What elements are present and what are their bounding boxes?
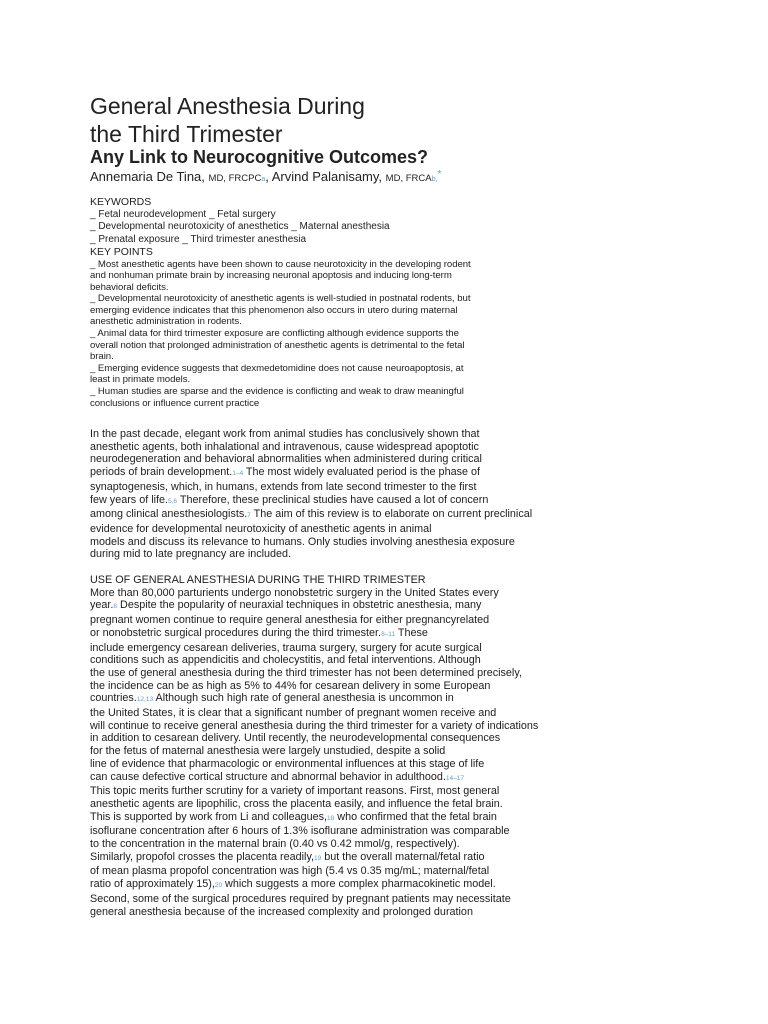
author-1-affiliation: a — [261, 176, 266, 183]
citation-link[interactable]: 7 — [247, 512, 251, 520]
line-text: The aim of this review is to elaborate on current preclinical — [250, 508, 533, 521]
line-text: which suggests a more complex pharmacokinetic model. — [222, 878, 496, 891]
author-2-name: Arvind Palanisamy, — [271, 169, 383, 184]
key-point-line: least in primate models. — [90, 374, 191, 386]
line-text: periods of brain development. — [90, 466, 233, 479]
key-point-line: emerging evidence indicates that this phenomenon also occurs in utero during maternal — [90, 304, 458, 316]
corresponding-author-mark: * — [437, 169, 442, 180]
paragraph-line: neurodegeneration and behavioral abnormalities when administered during critical — [90, 453, 482, 466]
author-1-degree: MD, FRCPC — [208, 173, 262, 184]
paragraph-line: models and discuss its relevance to humans. Only studies involving anesthesia exposure — [90, 535, 515, 548]
paragraph-line — [90, 627, 750, 642]
paragraph-line: Second, some of the surgical procedures required by pregnant patients may necessitate — [90, 892, 511, 905]
paragraph-line: will continue to receive general anesthesia during the third trimester for a variety of indications — [90, 719, 539, 732]
citation-link[interactable]: 14–17 — [445, 774, 464, 782]
keyword-line: _ Fetal neurodevelopment _ Fetal surgery — [90, 208, 276, 220]
line-text: few years of life. — [90, 493, 169, 506]
line-text: year. — [90, 599, 114, 612]
citation-link[interactable]: 20 — [214, 882, 223, 890]
paragraph-line: the incidence can be as high as 5% to 44% for cesarean delivery in some European — [90, 679, 491, 692]
citation-link[interactable]: 5,6 — [168, 497, 178, 505]
author-line — [90, 167, 441, 188]
paragraph-line: synaptogenesis, which, in humans, extends from late second trimester to the first — [90, 480, 477, 493]
introduction-paragraph — [90, 428, 750, 561]
citation-link[interactable]: 18 — [327, 814, 335, 822]
paragraph-line: conditions such as appendicitis and cholecystitis, and fetal interventions. Although — [90, 654, 481, 667]
line-text: ratio of approximately 15), — [90, 878, 215, 891]
key-point-line: behavioral deficits. — [90, 281, 169, 293]
author-2-affiliation: b, — [431, 176, 438, 183]
article-subtitle: Any Link to Neurocognitive Outcomes? — [90, 147, 429, 167]
section-general-anesthesia — [90, 574, 750, 918]
paragraph-line — [90, 771, 750, 786]
key-point-line: _ Developmental neurotoxicity of anesthetic agents is well-studied in postnatal rodents, but — [90, 293, 471, 305]
key-point-line: _ Emerging evidence suggests that dexmedetomidine does not cause neuroapoptosis, at — [90, 362, 464, 374]
line-text: who confirmed that the fetal brain — [334, 810, 497, 823]
paragraph-line: of mean plasma propofol concentration was high (5.4 vs 0.35 mg/mL; maternal/fetal — [90, 865, 490, 878]
keywords-heading: KEYWORDS — [90, 196, 152, 208]
paragraph-line — [90, 494, 750, 509]
paragraph-line: This topic merits further scrutiny for a variety of important reasons. First, most general — [90, 785, 500, 798]
citation-link[interactable]: 19 — [314, 854, 322, 862]
line-text: countries. — [90, 692, 137, 705]
section-heading: USE OF GENERAL ANESTHESIA DURING THE THIRD TRIMESTER — [90, 574, 426, 586]
paragraph-line: anesthetic agents are lipophilic, cross the placenta easily, and influence the fetal brain. — [90, 797, 503, 810]
key-point-line: _ Human studies are sparse and the evidence is conflicting and weak to draw meaningful — [90, 386, 464, 398]
paragraph-line: include emergency cesarean deliveries, trauma surgery, surgery for acute surgical — [90, 641, 482, 654]
line-text: Although such high rate of general anesthesia is uncommon in — [153, 692, 454, 705]
line-text: The most widely evaluated period is the phase of — [243, 466, 480, 479]
citation-link[interactable]: 8 — [113, 603, 118, 611]
paragraph-line: isoflurane concentration after 6 hours of 1.3% isoflurane administration was comparable — [90, 825, 510, 838]
paragraph-line: pregnant women continue to require general anesthesia for either pregnancyrelated — [90, 614, 490, 627]
paragraph-line: anesthetic agents, both inhalational and intravenous, cause widespread apoptotic — [90, 440, 479, 453]
paragraph-line: general anesthesia because of the increased complexity and prolonged duration — [90, 905, 473, 918]
line-text: or nonobstetric surgical procedures during the third trimester. — [90, 626, 382, 639]
line-text: Similarly, propofol crosses the placenta readily, — [90, 850, 315, 863]
citation-link[interactable]: 1–4 — [232, 470, 244, 478]
line-text: Despite the popularity of neuraxial techniques in obstetric anesthesia, many — [117, 599, 482, 612]
key-point-line: and nonhuman primate brain by increasing neuronal apoptosis and inducing long-term — [90, 270, 452, 282]
title-line-2: the Third Trimester — [90, 121, 283, 147]
paragraph-line: during mid to late pregnancy are included. — [90, 548, 292, 561]
citation-link[interactable]: 12,13 — [136, 696, 154, 704]
author-2-degree: MD, FRCA — [385, 173, 432, 184]
keywords-section — [90, 196, 730, 409]
line-text: among clinical anesthesiologists. — [90, 508, 248, 521]
paragraph-line — [90, 599, 750, 614]
paragraph-line: line of evidence that pharmacologic or environmental influences at this stage of life — [90, 757, 485, 770]
paragraph-line — [90, 508, 750, 523]
line-text: but the overall maternal/fetal ratio — [321, 850, 485, 863]
paragraph-line — [90, 811, 750, 826]
key-point-line: _ Animal data for third trimester exposure are conflicting although evidence supports the — [90, 328, 459, 340]
paragraph-line: for the fetus of maternal anesthesia were largely unstudied, despite a solid — [90, 745, 446, 758]
paragraph-line: In the past decade, elegant work from animal studies has conclusively shown that — [90, 428, 480, 440]
key-point-line: overall notion that prolonged administration of anesthetic agents is detrimental to the fetal — [90, 339, 465, 351]
key-point-line: conclusions or influence current practice — [90, 397, 260, 409]
citation-link[interactable]: 8–11 — [381, 630, 396, 638]
line-text: This is supported by work from Li and colleagues, — [90, 810, 328, 823]
paragraph-line: in addition to cesarean delivery. Until recently, the neurodevelopmental consequences — [90, 732, 501, 745]
paragraph-line — [90, 851, 750, 866]
paragraph-line: to the concentration in the maternal brain (0.40 vs 0.42 mmol/g, respectively). — [90, 838, 460, 851]
paragraph-line — [90, 692, 750, 707]
key-points-heading: KEY POINTS — [90, 246, 153, 258]
author-separator: , — [265, 169, 272, 184]
key-point-line: brain. — [90, 351, 114, 363]
key-point-line: anesthetic administration in rodents. — [90, 316, 242, 328]
key-point-line: _ Most anesthetic agents have been shown to cause neurotoxicity in the developing rodent — [90, 258, 471, 270]
author-1-name: Annemaria De Tina, — [90, 169, 205, 184]
paragraph-line — [90, 466, 750, 481]
paragraph-line: the United States, it is clear that a significant number of pregnant women receive and — [90, 707, 497, 720]
line-text: Therefore, these preclinical studies have caused a lot of concern — [177, 493, 489, 506]
line-text: These — [395, 626, 428, 639]
article-title — [90, 92, 365, 148]
keyword-line: _ Developmental neurotoxicity of anesthetics _ Maternal anesthesia — [90, 221, 390, 232]
paragraph-line: evidence for developmental neurotoxicity of anesthetic agents in animal — [90, 522, 432, 535]
paragraph-line: More than 80,000 parturients undergo nonobstetric surgery in the United States every — [90, 586, 499, 599]
paragraph-line — [90, 878, 750, 893]
paragraph-line: the use of general anesthesia during the third trimester has not been determined precisely, — [90, 666, 522, 679]
title-line-1: General Anesthesia During — [90, 93, 365, 119]
line-text: can cause defective cortical structure and abnormal behavior in adulthood. — [90, 770, 446, 783]
keyword-line: _ Prenatal exposure _ Third trimester anesthesia — [90, 233, 307, 245]
